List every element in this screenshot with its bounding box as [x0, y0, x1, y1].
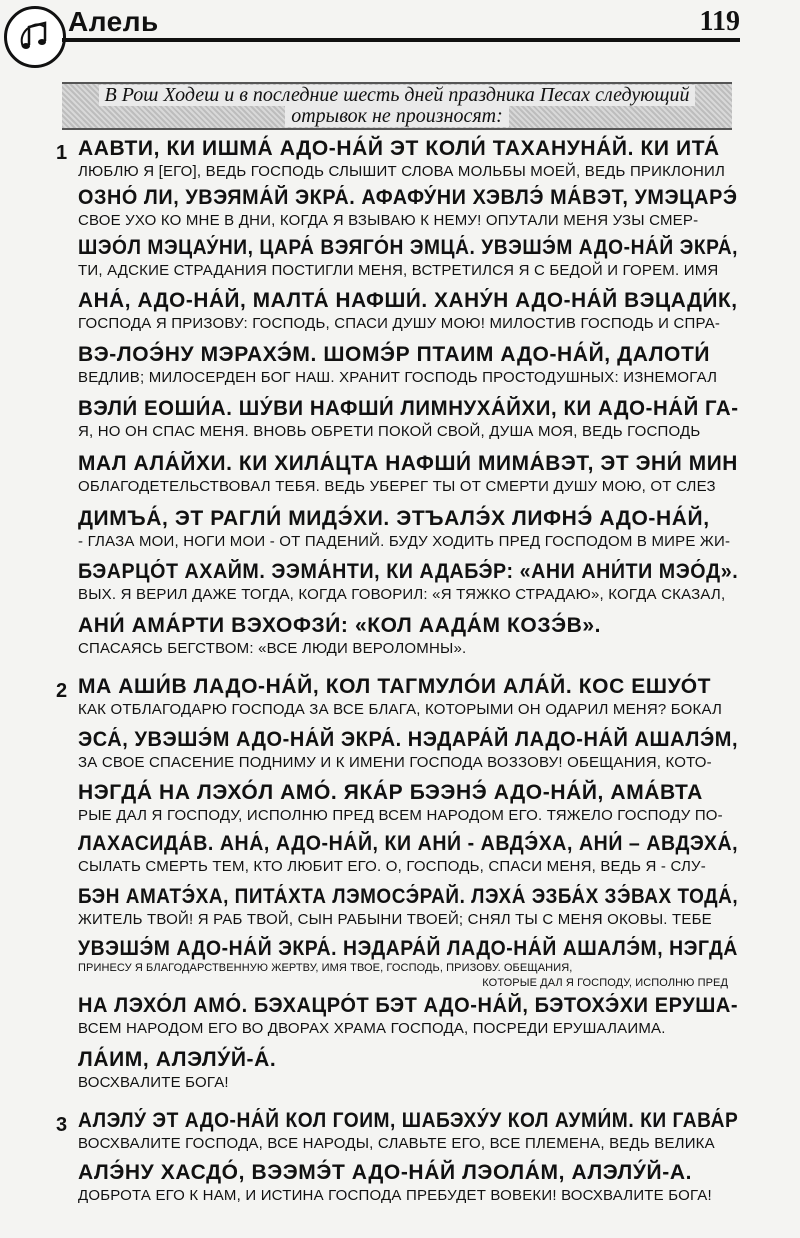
rubric-note: [62, 82, 732, 130]
transliteration-line: УВЭШЭ́М АДО-НА́Й ЭКРА́. НЭДАРА́Й ЛАДО-НА́Й АШАЛЭ́М, НЭГДА́: [78, 937, 738, 960]
transliteration-line: АЛЭ́НУ ХАСДО́, ВЭЭМЭ́Т АДО-НА́Й ЛЭОЛА́М, АЛЭЛУ́Й-А.: [78, 1161, 693, 1184]
translation-line: ЗА СВОЕ СПАСЕНИЕ ПОДНИМУ И К ИМЕНИ ГОСПОДА ВОЗЗОВУ! ОБЕЩАНИЯ, КОТО-: [78, 754, 712, 771]
music-note-icon: [15, 17, 55, 57]
verse-pair: [78, 885, 738, 929]
transliteration-line: МАЛ АЛА́ЙХИ. КИ ХИЛА́ЦТА НАФШИ́ МИМА́ВЭТ, ЭТ ЭНИ́ МИН: [78, 452, 738, 475]
verse-pair: [78, 614, 738, 658]
page-title: Алель: [68, 6, 159, 37]
translation-line: ДОБРОТА ЕГО К НАМ, И ИСТИНА ГОСПОДА ПРЕБУДЕТ ВОВЕКИ! ВОСХВАЛИТЕ БОГА!: [78, 1187, 712, 1204]
rubric-line-1: В Рош Ходеш и в последние шесть дней праздника Песах следующий: [99, 85, 696, 106]
header-divider: [62, 38, 740, 42]
translation-line: ВСЕМ НАРОДОМ ЕГО ВО ДВОРАХ ХРАМА ГОСПОДА, ПОСРЕДИ ЕРУШАЛАИМА.: [78, 1020, 666, 1037]
translation-line: КАК ОТБЛАГОДАРЮ ГОСПОДА ЗА ВСЕ БЛАГА, КОТОРЫМИ ОН ОДАРИЛ МЕНЯ? БОКАЛ: [78, 701, 723, 718]
transliteration-line: МА АШИ́В ЛАДО-НА́Й, КОЛ ТАГМУЛО́И АЛА́Й. КОС ЕШУО́Т: [78, 675, 712, 698]
transliteration-line: ОЗНО́ ЛИ, УВЭЯМА́Й ЭКРА́. АФАФУ́НИ ХЭВЛЭ́ МА́ВЭТ, УМЭЦАРЭ́: [78, 186, 738, 209]
verse-pair: [78, 289, 738, 333]
verse-pair: [78, 236, 738, 280]
translation-line: ЛЮБЛЮ Я [ЕГО], ВЕДЬ ГОСПОДЬ СЛЫШИТ СЛОВА МОЛЬБЫ МОЕЙ, ВЕДЬ ПРИКЛОНИЛ: [78, 163, 726, 180]
verse-pair: [78, 781, 738, 825]
translation-line: СВОЕ УХО КО МНЕ В ДНИ, КОГДА Я ВЗЫВАЮ К НЕМУ! ОПУТАЛИ МЕНЯ УЗЫ СМЕР-: [78, 212, 699, 229]
verse-pair: [78, 560, 738, 604]
translation-line: РЫЕ ДАЛ Я ГОСПОДУ, ИСПОЛНЮ ПРЕД ВСЕМ НАРОДОМ ЕГО. ТЯЖЕЛО ГОСПОДУ ПО-: [78, 807, 723, 824]
verse-pair: [78, 1109, 738, 1153]
translation-line: СПАСАЯСЬ БЕГСТВОМ: «ВСЕ ЛЮДИ ВЕРОЛОМНЫ».: [78, 640, 467, 657]
verse-pair: [78, 343, 738, 387]
logo: [4, 6, 66, 68]
transliteration-line: БЭН АМАТЭ́ХА, ПИТА́ХТА ЛЭМОСЭ́РАЙ. ЛЭХА́ ЭЗБА́Х ЗЭ́ВАХ ТОДА́,: [78, 885, 739, 908]
transliteration-line: ААВТИ, КИ ИШМА́ АДО-НА́Й ЭТ КОЛИ́ ТАХАНУНА́Й. КИ ИТА́: [78, 137, 720, 160]
translation-line: ТИ, АДСКИЕ СТРАДАНИЯ ПОСТИГЛИ МЕНЯ, ВСТРЕТИЛСЯ Я С БЕДОЙ И ГОРЕМ. ИМЯ: [78, 262, 719, 279]
section-number: 2: [56, 680, 68, 702]
verse-pair: [78, 1048, 738, 1092]
translation-line: Я, НО ОН СПАС МЕНЯ. ВНОВЬ ОБРЕТИ ПОКОЙ СВОЙ, ДУША МОЯ, ВЕДЬ ГОСПОДЬ: [78, 423, 701, 440]
transliteration-line: АНИ́ АМА́РТИ ВЭХОФЗИ́: «КОЛ ААДА́М КОЗЭ́В».: [78, 614, 602, 637]
transliteration-line: ВЭ-ЛОЭ́НУ МЭРАХЭ́М. ШОМЭ́Р ПТАИМ АДО-НА́Й, ДАЛОТИ́: [78, 343, 711, 366]
transliteration-line: АЛЭЛУ́ ЭТ АДО-НА́Й КОЛ ГОИМ, ШАБЭХУ́У КОЛ АУМИ́М. КИ ГАВА́Р: [78, 1109, 739, 1132]
transliteration-line: ДИМЪА́, ЭТ РАГЛИ́ МИДЭ́ХИ. ЭТЪАЛЭ́Х ЛИФНЭ́ АДО-НА́Й,: [78, 507, 710, 530]
translation-line: ПРИНЕСУ Я БЛАГОДАРСТВЕННУЮ ЖЕРТВУ, ИМЯ ТВОЕ, ГОСПОДЬ, ПРИЗОВУ. ОБЕЩАНИЯ,: [78, 962, 573, 974]
verse-pair: [78, 137, 738, 181]
translation-line: ВОСХВАЛИТЕ БОГА!: [78, 1074, 229, 1091]
verse-pair: [78, 452, 738, 496]
verse-pair: [78, 675, 738, 719]
transliteration-line: АНА́, АДО-НА́Й, МАЛТА́ НАФШИ́. ХАНУ́Н АДО-НА́Й ВЭЦАДИ́К,: [78, 289, 738, 312]
verse-pair: [78, 1161, 738, 1205]
verse-pair: [78, 832, 738, 876]
transliteration-line: НЭГДА́ НА ЛЭХО́Л АМО́. ЯКА́Р БЭЭНЭ́ АДО-НА́Й, АМА́ВТА: [78, 781, 703, 804]
transliteration-line: НА ЛЭХО́Л АМО́. БЭХАЦРО́Т БЭТ АДО-НА́Й, БЭТОХЭ́ХИ ЕРУША-: [78, 994, 739, 1017]
transliteration-line: ВЭЛИ́ ЕОШИ́А. ШУ́ВИ НАФШИ́ ЛИМНУХА́ЙХИ, КИ АДО-НА́Й ГА-: [78, 397, 739, 420]
translation-line: ВЕДЛИВ; МИЛОСЕРДЕН БОГ НАШ. ХРАНИТ ГОСПОДЬ ПРОСТОДУШНЫХ: ИЗНЕМОГАЛ: [78, 369, 718, 386]
section-number: 1: [56, 142, 68, 164]
translation-line: ВОСХВАЛИТЕ ГОСПОДА, ВСЕ НАРОДЫ, СЛАВЬТЕ ЕГО, ВСЕ ПЛЕМЕНА, ВЕДЬ ВЕЛИКА: [78, 1135, 715, 1152]
verse-pair: [78, 937, 738, 990]
rubric-line-2: отрывок не произносят:: [285, 106, 509, 127]
verse-pair: [78, 507, 738, 551]
page-number: 119: [699, 6, 740, 37]
transliteration-line: ЛАХАСИДА́В. АНА́, АДО-НА́Й, КИ АНИ́ - АВДЭ́ХА, АНИ́ – АВДЭХА́,: [78, 832, 739, 855]
verse-pair: [78, 397, 738, 441]
translation-line: ГОСПОДА Я ПРИЗОВУ: ГОСПОДЬ, СПАСИ ДУШУ МОЮ! МИЛОСТИВ ГОСПОДЬ И СПРА-: [78, 315, 721, 332]
verse-pair: [78, 728, 738, 772]
verse-pair: [78, 994, 738, 1038]
translation-line-continued: КОТОРЫЕ ДАЛ Я ГОСПОДУ, ИСПОЛНЮ ПРЕД: [482, 977, 728, 989]
translation-line: ЖИТЕЛЬ ТВОЙ! Я РАБ ТВОЙ, СЫН РАБЫНИ ТВОЕЙ; СНЯЛ ТЫ С МЕНЯ ОКОВЫ. ТЕБЕ: [78, 911, 712, 928]
translation-line: ВЫХ. Я ВЕРИЛ ДАЖЕ ТОГДА, КОГДА ГОВОРИЛ: «Я ТЯЖКО СТРАДАЮ», КОГДА СКАЗАЛ,: [78, 586, 726, 603]
section-number: 3: [56, 1114, 68, 1136]
transliteration-line: ШЭО́Л МЭЦАУ́НИ, ЦАРА́ ВЭЯГО́Н ЭМЦА́. УВЭШЭ́М АДО-НА́Й ЭКРА́,: [78, 236, 739, 259]
transliteration-line: БЭАРЦО́Т АХАЙМ. ЭЭМА́НТИ, КИ АДАБЭ́Р: «АНИ АНИ́ТИ МЭО́Д».: [78, 560, 739, 583]
transliteration-line: ЭСА́, УВЭШЭ́М АДО-НА́Й ЭКРА́. НЭДАРА́Й ЛАДО-НА́Й АШАЛЭ́М,: [78, 728, 739, 751]
verse-pair: [78, 186, 738, 230]
translation-line: СЫЛАТЬ СМЕРТЬ ТЕМ, КТО ЛЮБИТ ЕГО. О, ГОСПОДЬ, СПАСИ МЕНЯ, ВЕДЬ Я - СЛУ-: [78, 858, 706, 875]
transliteration-line: ЛА́ИМ, АЛЭЛУ́Й-А́.: [78, 1048, 277, 1071]
translation-line: - ГЛАЗА МОИ, НОГИ МОИ - ОТ ПАДЕНИЙ. БУДУ ХОДИТЬ ПРЕД ГОСПОДОМ В МИРЕ ЖИ-: [78, 533, 731, 550]
translation-line: ОБЛАГОДЕТЕЛЬСТВОВАЛ ТЕБЯ. ВЕДЬ УБЕРЕГ ТЫ ОТ СМЕРТИ ДУШУ МОЮ, ОТ СЛЕЗ: [78, 478, 716, 495]
